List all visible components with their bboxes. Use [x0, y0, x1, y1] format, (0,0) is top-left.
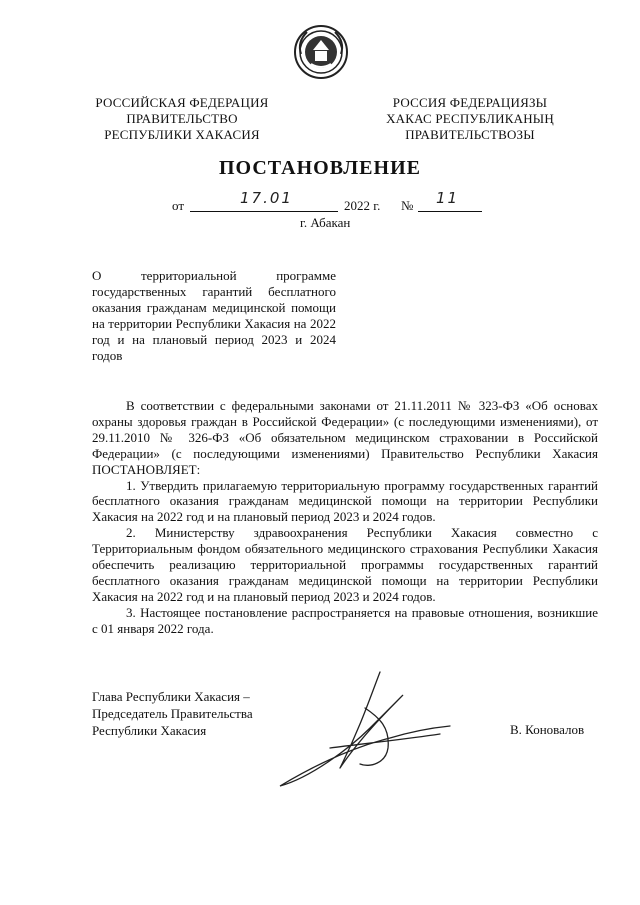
- header-left-line: РЕСПУБЛИКИ ХАКАСИЯ: [104, 127, 260, 142]
- body-paragraph: 3. Настоящее постановление распространяется на правовые отношения, возникшие с 01 января 2022 года.: [92, 604, 598, 636]
- city: г. Абакан: [300, 215, 351, 230]
- document-body: [92, 398, 598, 637]
- body-paragraph: 2. Министерству здравоохранения Республики Хакасия совместно с Территориальным фондом обязательного медицинского страхования Республики Хакасия обеспечить реализацию территориальной программы государственных гарантий бесплатного оказания гражданам медицинской помощи на территории Республики Хакасия на 2022 год и на плановый период 2023 и 2024 годов.: [92, 525, 598, 604]
- dateline: [0, 189, 640, 215]
- position-line: Республики Хакасия: [92, 723, 207, 738]
- position-line: Глава Республики Хакасия –: [92, 689, 250, 704]
- date-from-label: от: [172, 198, 185, 213]
- year-label: 2022 г.: [344, 198, 381, 213]
- body-paragraph: В соответствии с федеральными законами от 21.11.2011 № 323-ФЗ «Об основах охраны здоровья граждан в Российской Федерации» (с последующими изменениями), от 29.11.2010 № 326-ФЗ «Об обязательном медицинском страховании в Российской Федерации» (с последующими изменениями) Правительство Республики Хакасия ПОСТАНОВЛЯЕТ:: [92, 398, 598, 477]
- header-right-line: ПРАВИТЕЛЬСТВОЗЫ: [405, 127, 535, 142]
- header-right-line: ХАКАС РЕСПУБЛИКАНЫҢ: [386, 111, 554, 126]
- position-line: Председатель Правительства: [92, 706, 253, 721]
- body-paragraph: 1. Утвердить прилагаемую территориальную программу государственных гарантий бесплатного оказания гражданам медицинской помощи на территории Республики Хакасия на 2022 год и на плановый период 2023 и 2024 годов.: [92, 477, 598, 525]
- handwritten-signature-icon: [270, 668, 460, 788]
- header-left-line: РОССИЙСКАЯ ФЕДЕРАЦИЯ: [95, 95, 269, 110]
- coat-of-arms-icon: [293, 24, 349, 80]
- header-left: [88, 95, 276, 143]
- signatory-name: В. Коновалов: [510, 722, 585, 737]
- document-title: ПОСТАНОВЛЕНИЕ: [219, 157, 421, 179]
- header-right-line: РОССИЯ ФЕДЕРАЦИЯЗЫ: [392, 95, 548, 110]
- number-underline: [418, 211, 482, 212]
- document-subject: О территориальной программе государственных гарантий бесплатного оказания гражданам медицинской помощи на территории Республики Хакасия на 2022 год и на плановый период 2023 и 2024 годов: [92, 268, 336, 363]
- header-right: [372, 95, 568, 143]
- number-label: №: [401, 198, 414, 213]
- signatory-position: [92, 688, 253, 739]
- header-left-line: ПРАВИТЕЛЬСТВО: [126, 111, 238, 126]
- number-handwritten: 11: [436, 189, 460, 207]
- date-underline: [190, 211, 338, 212]
- date-handwritten: 17.01: [240, 189, 293, 207]
